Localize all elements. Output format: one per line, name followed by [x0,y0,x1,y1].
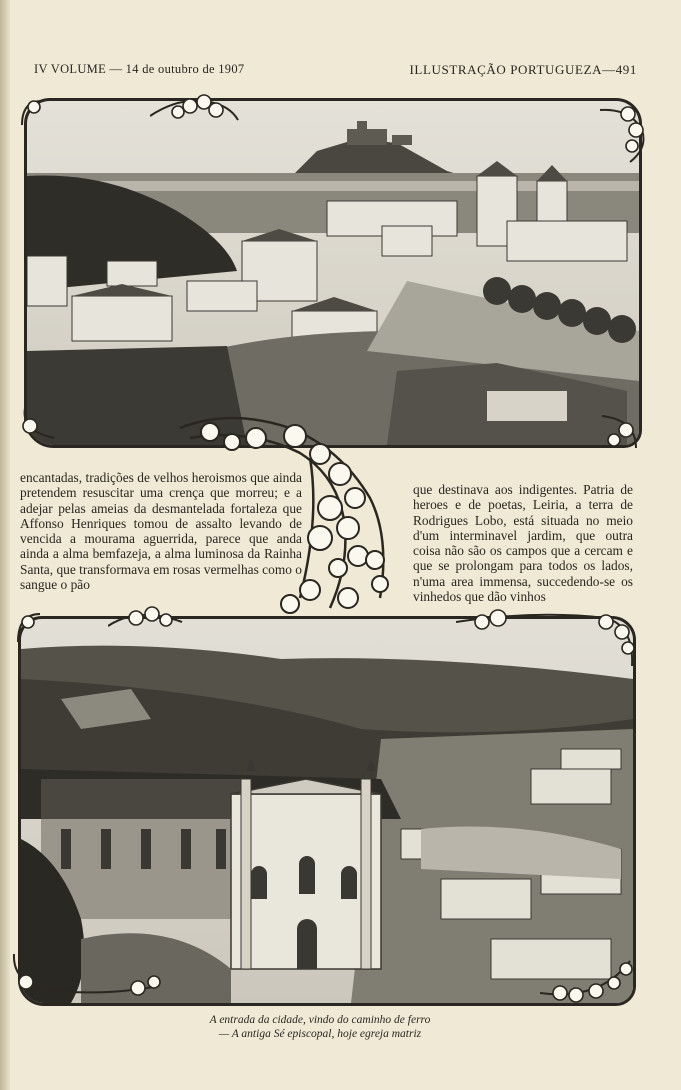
photo-old-cathedral [18,616,636,1006]
photo-caption [150,1014,490,1041]
paragraph-right: que destinava aos indigentes. Patria de heroes e de poetas, Leiria, a terra de Rodrigues Lobo, está situada no meio d'um interminavel jardim, que outra coisa não são os campos que a cercam e que se prolongam para todos os lados, n'uma area immensa, succedendo-se os vinhedos que dão vinhos [413,482,633,605]
header-magazine-page: ILLUSTRAÇÃO PORTUGUEZA—491 [409,62,637,77]
running-header [34,62,637,82]
header-volume-date: IV VOLUME — 14 de outubro de 1907 [34,62,245,76]
paragraph-left: encantadas, tradições de velhos heroismos que ainda pretendem resuscitar uma crença que morreu; e a adejar pelas ameias da desmantelada fortaleza que Affonso Henriques tomou de assalto levando de vencida a mourama aguerrida, parece que anda ainda a alma bemfazeja, a alma luminosa da Rainha Santa, que transformava em rosas vermelhas como o sangue o pão [20,470,302,593]
article-text-right-column [413,482,633,604]
page-binding-edge [0,0,10,1090]
caption-line-2: — A antiga Sé episcopal, hoje egreja matriz [218,1027,422,1040]
article-text-left-column [20,470,302,592]
photo-town-castle-view [24,98,642,448]
caption-line-1: A entrada da cidade, vindo do caminho de ferro [209,1014,431,1026]
